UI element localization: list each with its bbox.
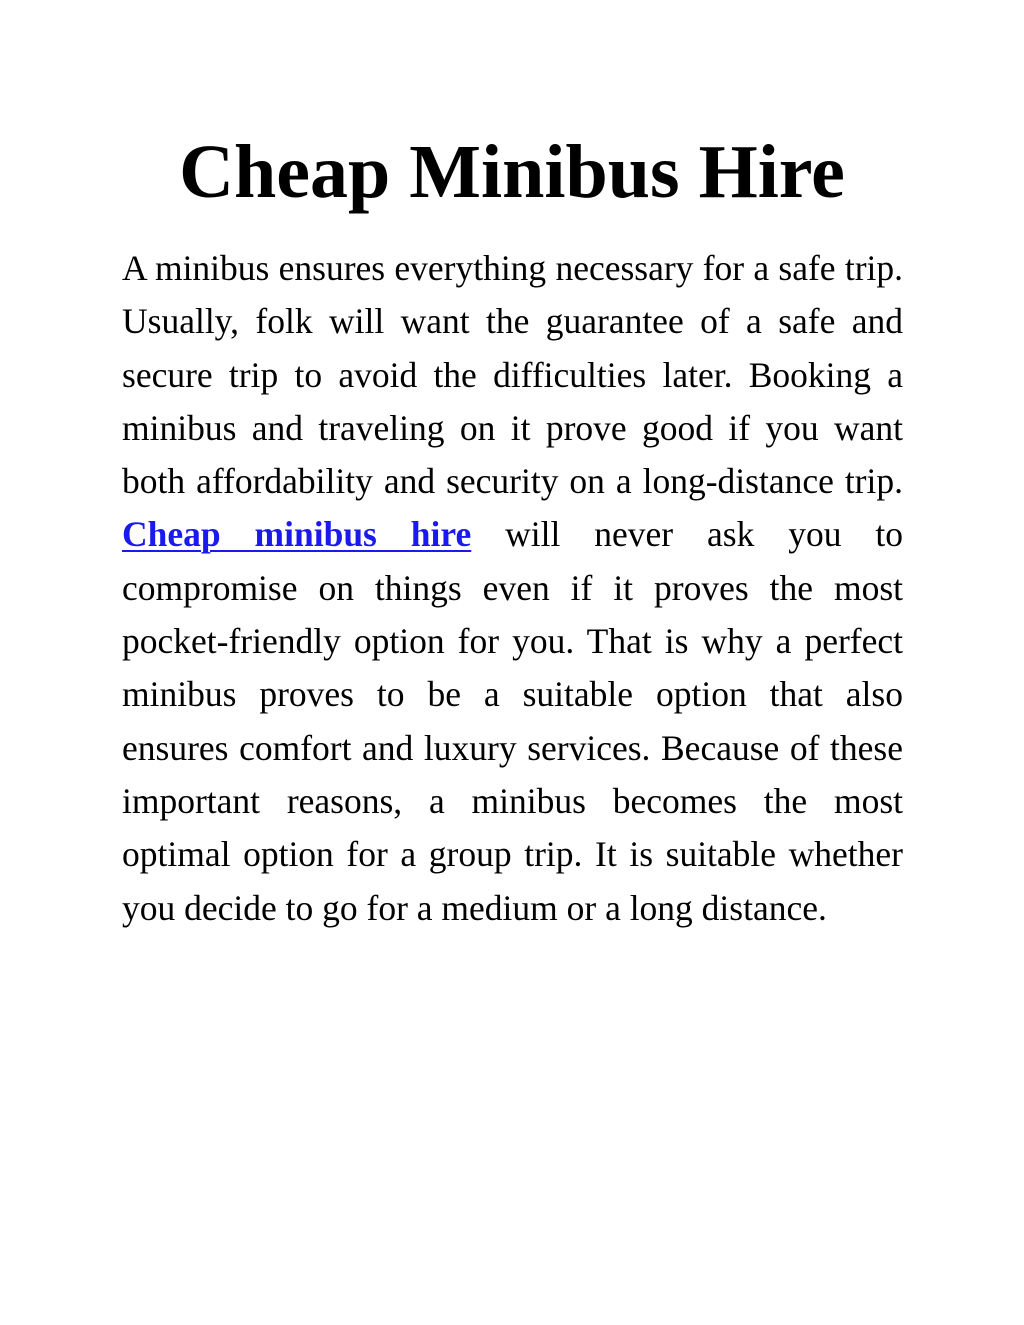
cheap-minibus-hire-link[interactable]: Cheap minibus hire xyxy=(122,514,472,555)
paragraph-text-before-link: A minibus ensures everything necessary for a safe trip. Usually, folk will want the guarantee of a safe and secure trip to avoid the difficulties later. Booking a minibus and traveling on it prove good if you want both affordability and security on a long-distance trip. xyxy=(122,248,903,502)
document-title: Cheap Minibus Hire xyxy=(179,130,845,214)
paragraph-text-after-link: will never ask you to compromise on things even if it proves the most pocket-friendly option for you. That is why a perfect minibus proves to be a suitable option that also ensures comfort and luxury services. Because of these important reasons, a minibus becomes the most optimal option for a group trip. It is suitable whether you decide to go for a medium or a long distance. xyxy=(122,514,904,928)
body-paragraph xyxy=(122,242,903,935)
